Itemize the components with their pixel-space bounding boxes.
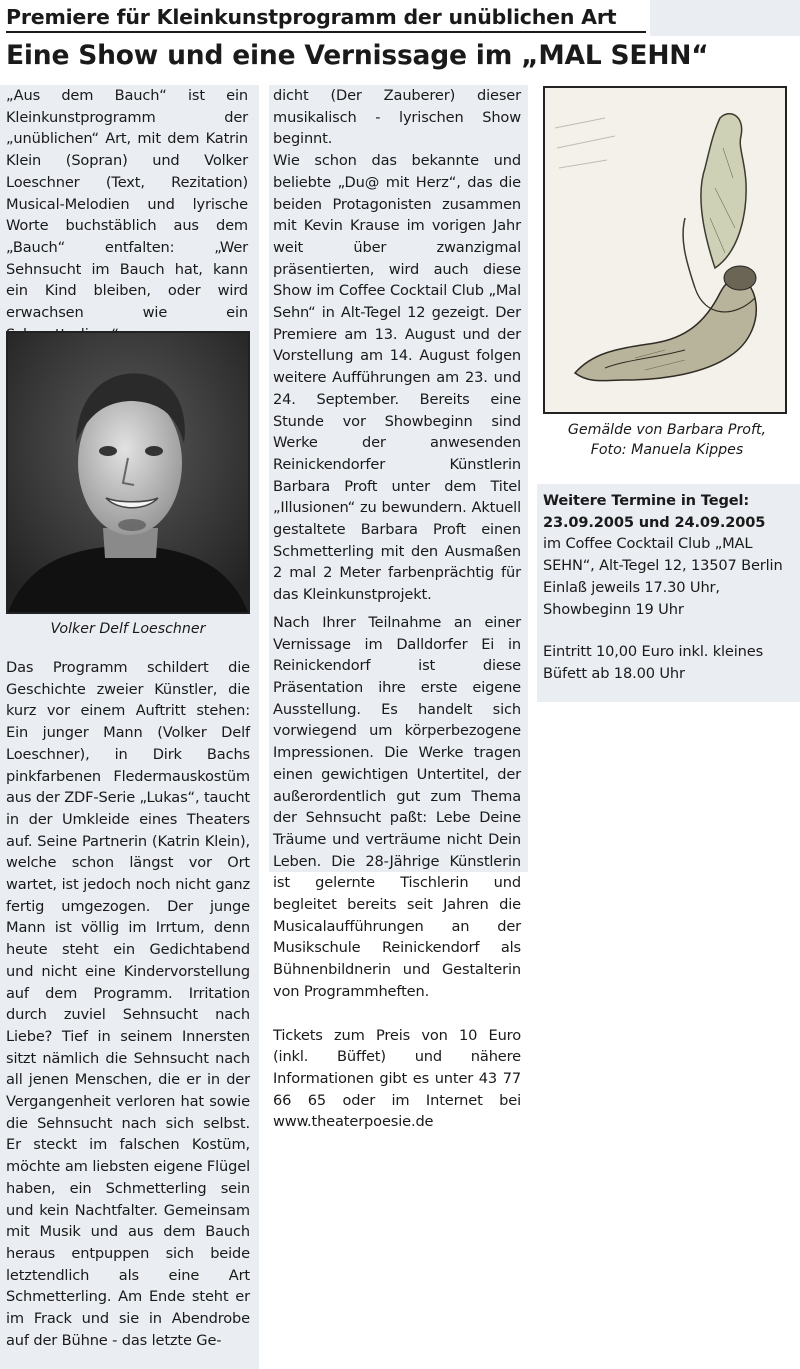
exhibition-paragraph: Nach Ihrer Teilnahme an einer Vernissage im Dalldorfer Ei in Reinickendorf ist diese Präsentation ihre erste eigene Ausstellung. Es handelt sich vorwiegend um körperbezogene Impressionen. Die Werke tragen einen gewichtigen Untertitel, der außerordentlich gut zum Thema der Sehnsucht paßt: Lebe Deine Träume und verträume nicht Dein Leben. Die 28-Jährige Künstlerin ist gelernte Tischlerin und begleitet bereits seit Jahren die Musicalaufführungen an der Musikschule Reinickendorf als Bühnenbildnerin und Gestalterin von Programmheften. [273, 613, 521, 1000]
painting-photo [543, 86, 787, 414]
story-paragraph: Das Programm schildert die Geschichte zweier Künstler, die kurz vor einem Auftritt stehen: Ein junger Mann (Volker Delf Loeschner), in Dirk Bachs pinkfarbenen Fledermauskostüm aus der ZDF-Serie „Lukas“, taucht in der Umkleide eines Theaters auf. Seine Partnerin (Katrin Klein), welche schon längst vor Ort wartet, ist jedoch noch nicht ganz fertig umgezogen. Der junge Mann ist völlig im Irrtum, denn heute steht ein Gedichtabend und nicht eine Kindervorstellung auf dem Programm. Irritation durch zuviel Sehnsucht nach Liebe? Tief in seinem Innersten sitzt nämlich die Sehnsucht nach all jenen Menschen, die er in der Vergangenheit verloren hat sowie die Sehnsucht nach sich selbst. Er steckt im falschen Kostüm, möchte am liebsten eigene Flügel haben, ein Schmetterling sein und kein Nachtfalter. Gemeinsam mit Musik und aus dem Bauch heraus entpuppen sich beide letztendlich als eine Art Schmetterling. Am Ende steht er im Frack und sie in Abendrobe auf der Bühne - das letzte Ge- [6, 659, 250, 1349]
painting-caption [543, 420, 791, 460]
show-paragraph: Wie schon das bekannte und beliebte „Du@ mit Herz“, das die beiden Protagonisten zusammen mit Kevin Krause im vorigen Jahr weit über zwanzigmal präsentierten, wird auch diese Show im Coffee Cocktail Club „Mal Sehn“ in Alt-Tegel 12 gezeigt. Der Premiere am 13. August und der Vorstellung am 14. August folgen weitere Aufführungen am 23. und 24. September. Bereits eine Stunde vor Showbeginn sind Werke der anwesenden Reinickendorfer Künstlerin Barbara Proft unter dem Titel „Illusionen“ zu bewundern. Aktuell gestaltete Barbara Proft einen Schmetterling mit den Ausmaßen 2 mal 2 Meter farbenprächtig für das Kleinkunstprojekt. [273, 152, 521, 604]
article-headline: Eine Show und eine Vernissage im „MAL SEHN“ [6, 40, 709, 71]
header-shading [650, 0, 800, 36]
column-2 [273, 85, 521, 1133]
intro-paragraph: „Aus dem Bauch“ ist ein Kleinkunstprogramm der „unüblichen“ Art, mit dem Katrin Klein (Sopran) und Volker Loeschner (Text, Rezitation) Musical-Melodien und lyrische Worte buchstäblich aus dem „Bauch“ entfalten: „Wer Sehnsucht im Bauch hat, kann ein Kind bleiben, oder wird erwachsen wie ein [6, 87, 248, 322]
portrait-illustration [8, 333, 248, 612]
dates-body: im Coffee Cocktail Club „MAL SEHN“, Alt-Tegel 12, 13507 Berlin Einlaß jeweils 17.30 Uhr, Showbeginn 19 Uhr [543, 535, 783, 618]
painting-illustration [545, 88, 785, 412]
painting-caption-line-1: Gemälde von Barbara Proft, [567, 422, 767, 438]
dates-heading-line-1: Weitere Termine in Tegel: [543, 492, 750, 509]
story-continuation: dicht (Der Zauberer) dieser musikalisch - lyrischen Show beginnt. [273, 87, 521, 148]
dates-box [543, 490, 791, 685]
tickets-paragraph: Tickets zum Preis von 10 Euro (inkl. Büffet) und nähere Informationen gibt es unter 43 77 66 65 oder im Internet bei www.theaterpoesie.de [273, 1026, 521, 1131]
painting-caption-line-2: Foto: Manuela Kippes [590, 442, 744, 458]
dates-heading-line-2: 23.09.2005 und 24.09.2005 [543, 513, 766, 531]
portrait-caption: Volker Delf Loeschner [50, 621, 206, 637]
admission-text: Eintritt 10,00 Euro inkl. kleines Büfett ab 18.00 Uhr [543, 643, 764, 682]
portrait-photo [6, 331, 250, 614]
column-1-body [6, 657, 250, 1352]
article-kicker: Premiere für Kleinkunstprogramm der unüblichen Art [6, 4, 646, 33]
column-1-intro [6, 85, 248, 345]
